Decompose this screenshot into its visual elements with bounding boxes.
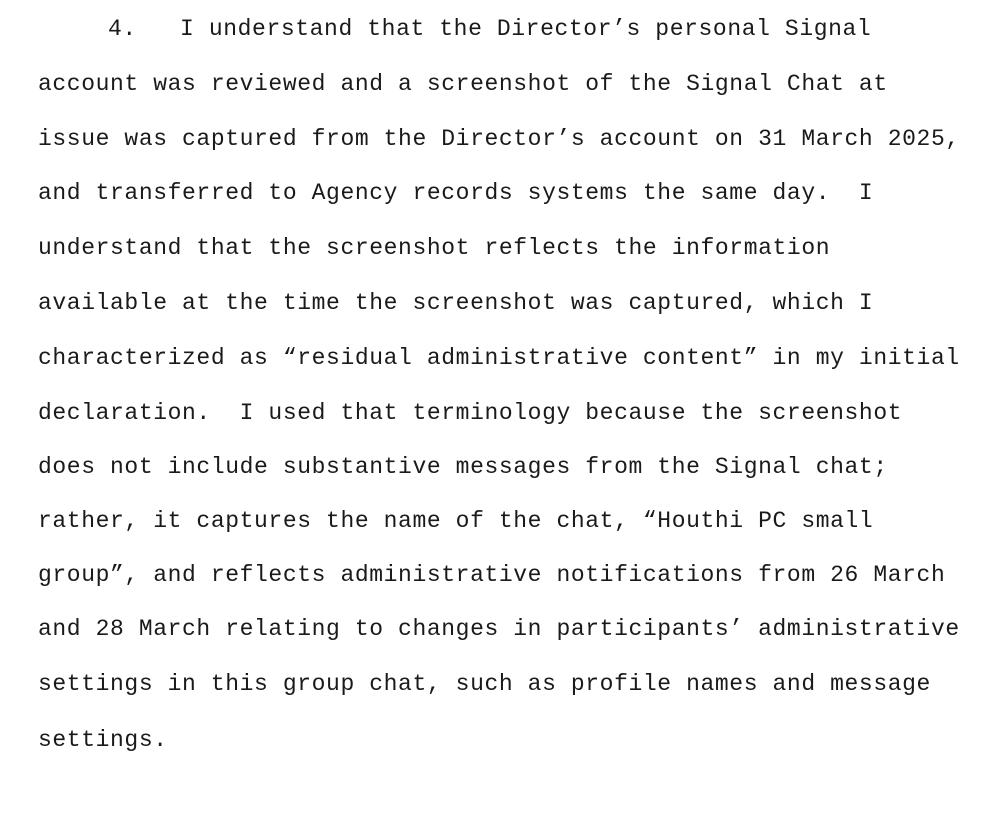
paragraph-number: 4. — [108, 16, 137, 42]
paragraph-line-1-text: I understand that the Director’s personal Signal — [180, 16, 872, 42]
paragraph-line-14: settings. — [38, 727, 168, 753]
paragraph-line-2: account was reviewed and a screenshot of the Signal Chat at — [38, 71, 888, 97]
paragraph-line-7: characterized as “residual administrative content” in my initial — [38, 345, 960, 371]
paragraph-line-11: group”, and reflects administrative notifications from 26 March — [38, 562, 946, 588]
paragraph-line-10: rather, it captures the name of the chat, “Houthi PC small — [38, 508, 874, 534]
paragraph-line-5: understand that the screenshot reflects the information — [38, 235, 831, 261]
paragraph-line-9: does not include substantive messages from the Signal chat; — [38, 454, 888, 480]
paragraph-line-12: and 28 March relating to changes in participants’ administrative — [38, 616, 960, 642]
paragraph-line-8: declaration. I used that terminology because the screenshot — [38, 400, 903, 426]
paragraph-line-6: available at the time the screenshot was captured, which I — [38, 290, 874, 316]
paragraph-line-4: and transferred to Agency records systems the same day. I — [38, 180, 874, 206]
paragraph-line-13: settings in this group chat, such as profile names and message — [38, 671, 931, 697]
paragraph-line-1 — [108, 18, 871, 41]
paragraph-line-3: issue was captured from the Director’s account on 31 March 2025, — [38, 126, 960, 152]
